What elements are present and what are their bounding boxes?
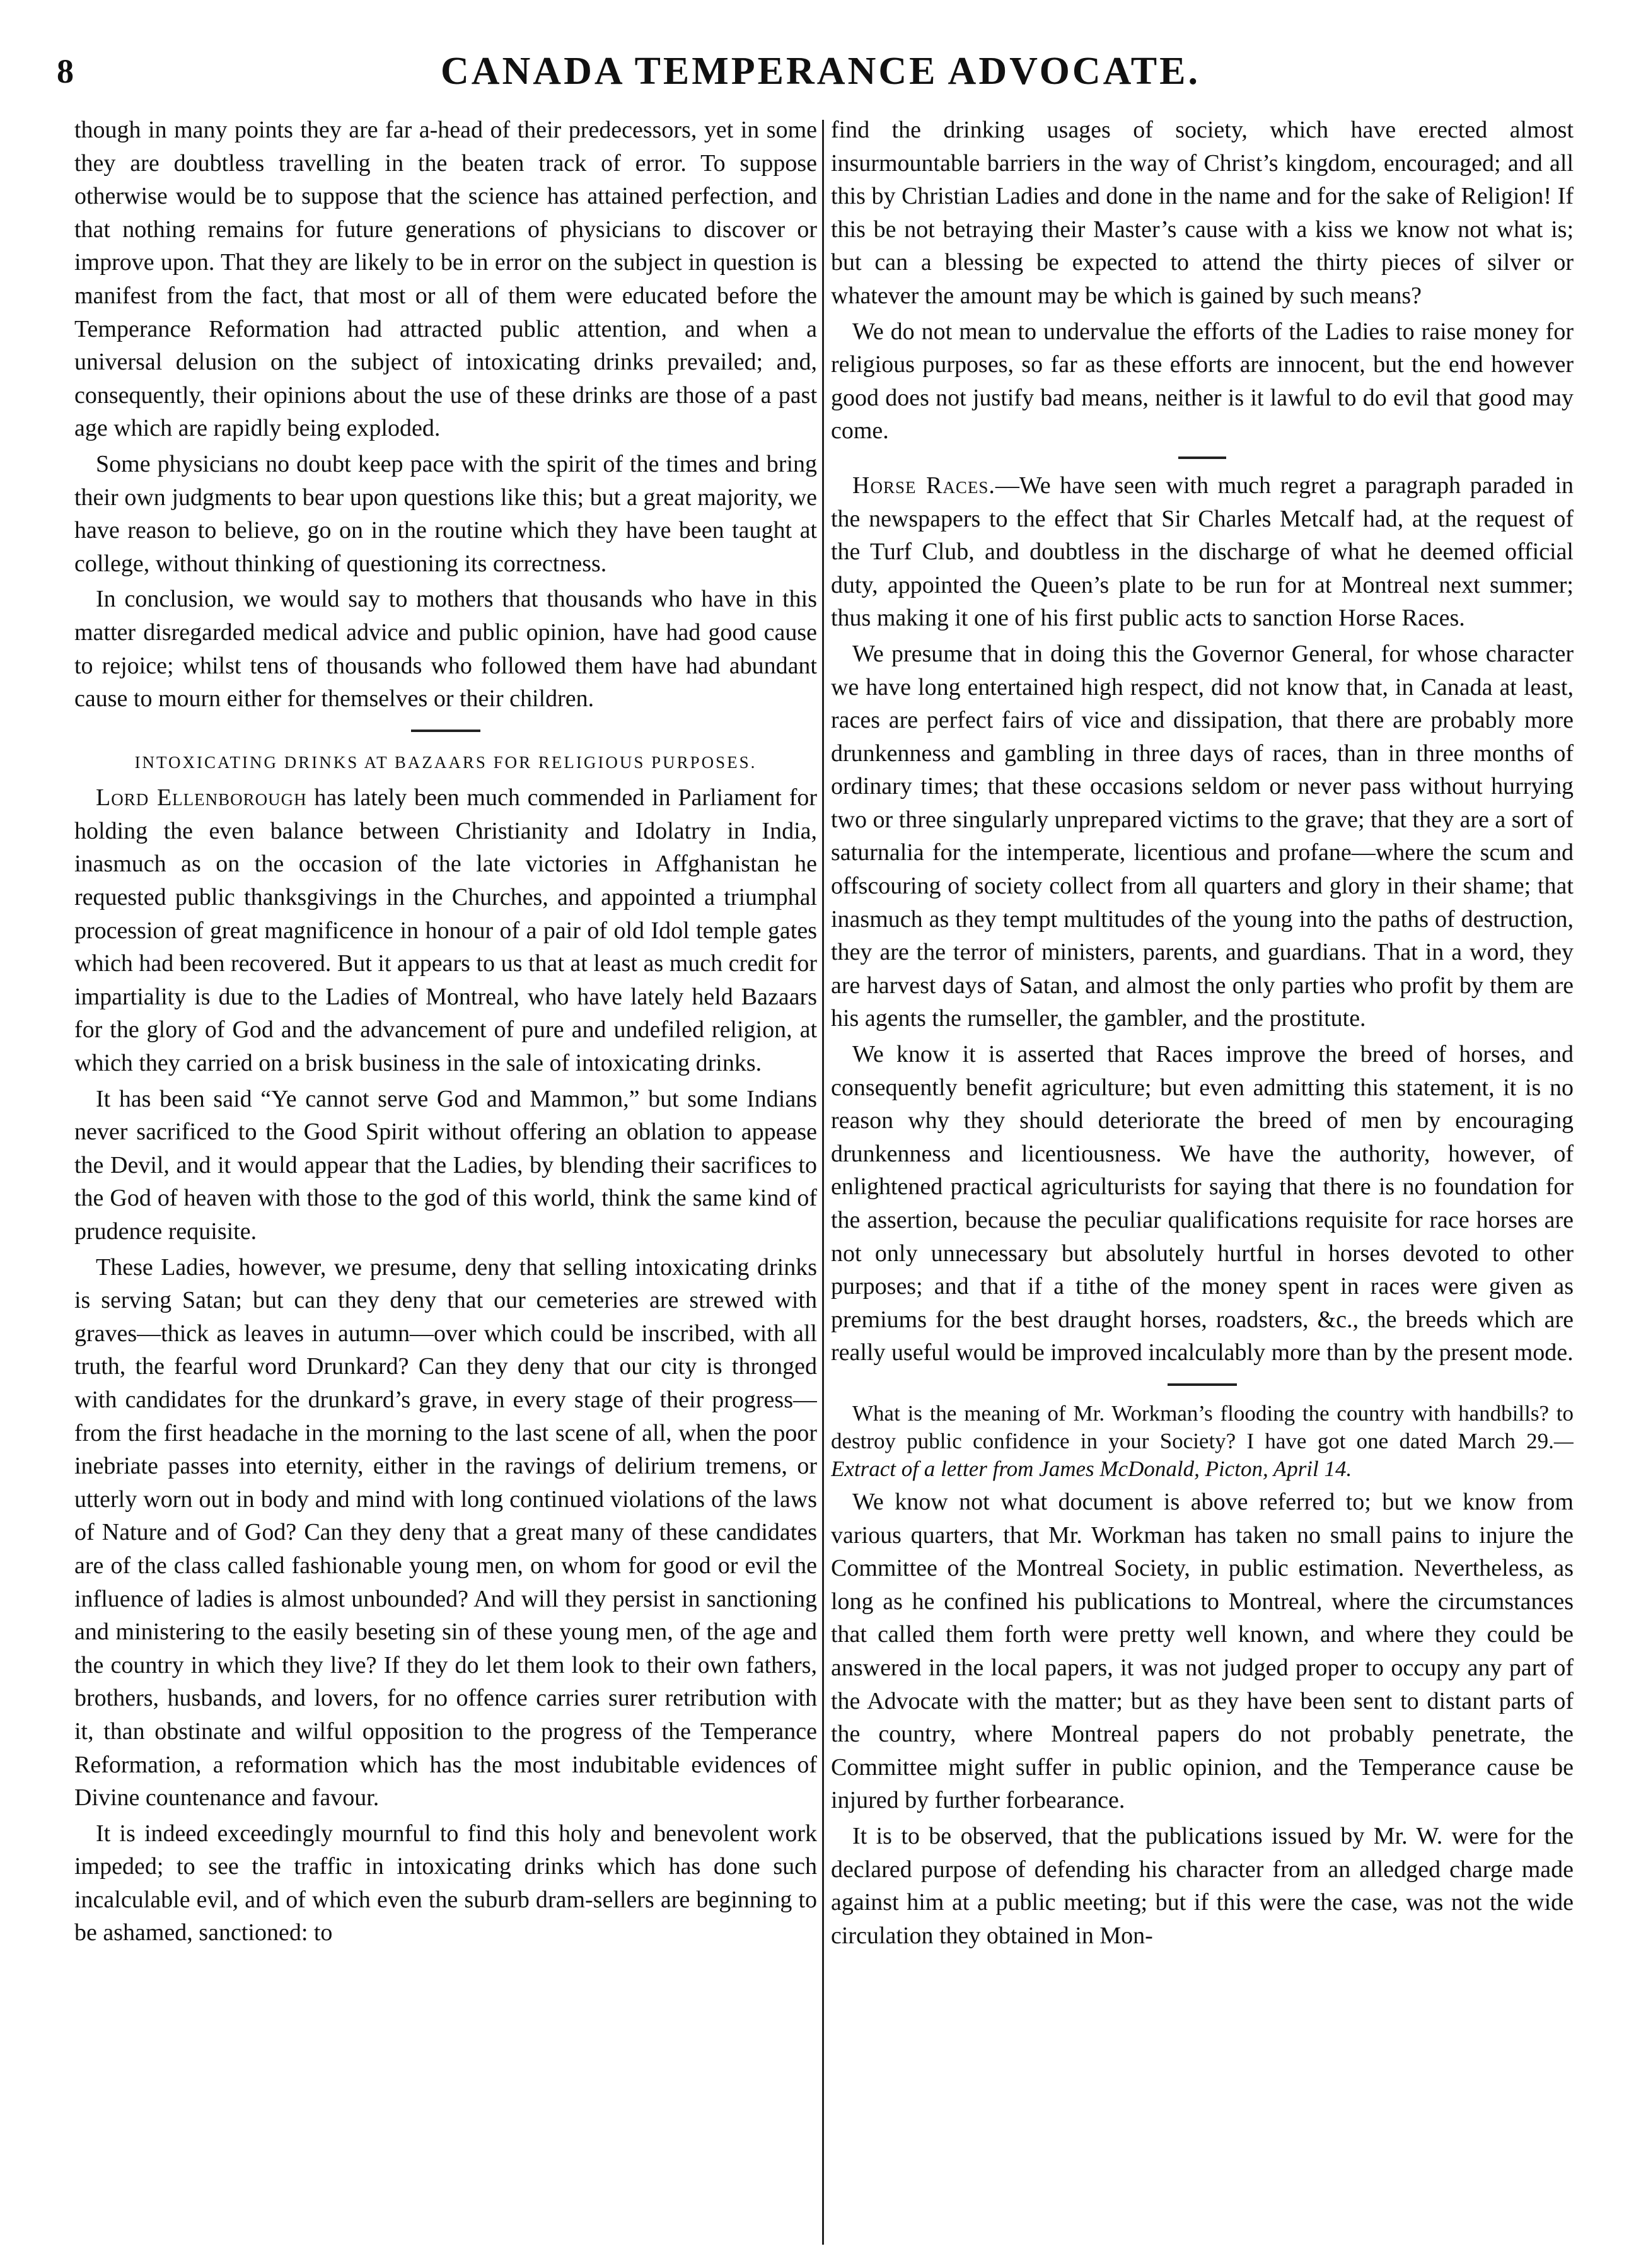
running-title: CANADA TEMPERANCE ADVOCATE. bbox=[440, 50, 1201, 93]
paragraph: We do not mean to undervalue the efforts of the Ladies to raise money for religious purposes, so far as these efforts are innocent, but the end however good does not justify bad means, neither is it lawful to do evil that good may come. bbox=[831, 318, 1574, 445]
page-header bbox=[0, 44, 1641, 107]
paragraph-text: —We have seen with much regret a paragraph paraded in the newspapers to the effect that Sir Charles Metcalf had, at the request of the Turf Club, and doubtless in the discharge of what he deemed official duty, appointed the Queen’s plate to be run for at Montreal next summer; thus making it one of his first public acts to sanction Horse Races. bbox=[831, 472, 1574, 632]
letter-text: What is the meaning of Mr. Workman’s flooding the country with handbills? to destroy public confidence in your Society? I have got one dated March 29. bbox=[831, 1400, 1574, 1453]
section-heading: INTOXICATING DRINKS AT BAZAARS FOR RELIGIOUS PURPOSES. bbox=[134, 752, 757, 772]
paragraph-text: has lately been much commended in Parliament for holding the even balance between Christianity and Idolatry in India, inasmuch as on the occasion of the late victories in Affghanistan he requested public thanksgivings in the Churches, and appointed a triumphal procession of great magnificence in honour of a pair of old Idol temple gates which had been recovered. But it appears to us that at least as much credit for impartiality is due to the Ladies of Montreal, who have lately held Bazaars for the glory of God and the advancement of pure and undefiled religion, at which they carried on a brisk business in the sale of intoxicating drinks. bbox=[74, 784, 817, 1077]
paragraph: It is to be observed, that the publications issued by Mr. W. were for the declared purpose of defending his character from an alledged charge made against him at a public meeting; but if this were the case, was not the wide circulation they obtained in Mon- bbox=[831, 1822, 1574, 1949]
section-separator bbox=[411, 730, 480, 732]
letter-source: —Extract of a letter from James McDonald, Picton, April 14. bbox=[831, 1428, 1574, 1481]
right-column bbox=[831, 113, 1574, 2251]
left-column bbox=[74, 113, 817, 2251]
lead-name: Lord Ellenborough bbox=[96, 784, 307, 811]
section-separator bbox=[1168, 1383, 1237, 1386]
page-number: 8 bbox=[57, 52, 74, 90]
paragraph bbox=[831, 469, 1574, 635]
column-rule bbox=[822, 120, 824, 2245]
paragraph bbox=[74, 781, 817, 1079]
section-lead: Horse Races. bbox=[852, 472, 995, 499]
paragraph: Some physicians no doubt keep pace with the spirit of the times and bring their own judgments to bear upon questions like this; but a great majority, we have reason to believe, go on in the routine which they have been taught at college, without thinking of questioning its correctness. bbox=[74, 450, 817, 577]
paragraph: It has been said “Ye cannot serve God and Mammon,” but some Indians never sacrificed to the Good Spirit without offering an oblation to appease the Devil, and it would appear that the Ladies, by blending their sacrifices to the God of heaven with those to the god of this world, think the same kind of prudence requisite. bbox=[74, 1085, 817, 1245]
paragraph: though in many points they are far a-head of their predecessors, yet in some they are doubtless travelling in the beaten track of error. To suppose otherwise would be to suppose that the science has attained perfection, and that nothing remains for future generations of physicians to discover or improve upon. That they are likely to be in error on the subject in question is manifest from the fact, that most or all of them were educated before the Temperance Reformation had attracted public attention, and when a universal delusion on the subject of intoxicating drinks prevailed; and, consequently, their opinions about the use of these drinks are those of a past age which are rapidly being exploded. bbox=[74, 117, 817, 442]
paragraph: These Ladies, however, we presume, deny that selling intoxicating drinks is serving Satan; but can they deny that our cemeteries are strewed with graves—thick as leaves in autumn—over which could be inscribed, with all truth, the fearful word Drunkard? Can they deny that our city is thronged with candidates for the drunkard’s grave, in every stage of their progress—from the first headache in the morning to the last scene of all, when the poor inebriate passes into eternity, either in the ravings of delirium tremens, or utterly worn out in body and mind with long continued violations of the laws of Nature and of God? Can they deny that a great many of these candidates are of the class called fashionable young men, on whom for good or evil the influence of ladies is almost unbounded? And will they persist in sanctioning and ministering to the easily beseting sin of these young men, of the age and the country in which they live? If they do let them look to their own fathers, brothers, husbands, and lovers, for no offence carries surer retribution with it, than obstinate and wilful opposition to the progress of the Temperance Reformation, a reformation which has the most indubitable evidences of Divine countenance and favour. bbox=[74, 1253, 817, 1811]
paragraph: find the drinking usages of society, which have erected almost insurmountable barriers in the way of Christ’s kingdom, encouraged; and all this by Christian Ladies and done in the name and for the sake of Religion! If this be not betraying their Master’s cause with a kiss we know not what is; but can a blessing be expected to attend the thirty pieces of silver or whatever the amount may be which is gained by such means? bbox=[831, 117, 1574, 309]
paragraph: We know it is asserted that Races improve the breed of horses, and consequently benefit agriculture; but even admitting this statement, it is no reason why they should deteriorate the breed of men by encouraging drunkenness and licentiousness. We have the authority, however, of enlightened practical agriculturists for saying that there is no foundation for the assertion, because the peculiar qualifications requisite for race horses are not only unnecessary but absolutely hurtful in horses devoted to other purposes; and that if a tithe of the money spent in races were given as premiums for the best draught horses, roadsters, &c., the breeds which are really useful would be improved incalculably more than by the present mode. bbox=[831, 1041, 1574, 1366]
section-separator bbox=[1178, 457, 1226, 459]
paragraph: It is indeed exceedingly mournful to find this holy and benevolent work impeded; to see the traffic in intoxicating drinks which has done such incalculable evil, and of which even the suburb dram-sellers are beginning to be ashamed, sanctioned: to bbox=[74, 1820, 817, 1946]
paragraph: In conclusion, we would say to mothers that thousands who have in this matter disregarded medical advice and public opinion, have had good cause to rejoice; whilst tens of thousands who followed them have had abundant cause to mourn either for themselves or their children. bbox=[74, 586, 817, 712]
letter-extract bbox=[831, 1400, 1574, 1483]
paragraph: We know not what document is above referred to; but we know from various quarters, that Mr. Workman has taken no small pains to injure the Committee of the Montreal Society, in public estimation. Nevertheless, as long as he confined his publications to Montreal, where the circumstances that called them forth were pretty well known, and where they could be answered in the local papers, it was not judged proper to occupy any part of the Advocate with the matter; but as they have been sent to distant parts of the country, where Montreal papers do not probably penetrate, the Committee might suffer in public opinion, and the Temperance cause be injured by further forbearance. bbox=[831, 1488, 1574, 1814]
paragraph: We presume that in doing this the Governor General, for whose character we have long entertained high respect, did not know that, in Canada at least, races are perfect fairs of vice and dissipation, that there are probably more drunkenness and gambling in three days of races, than in three months of ordinary times; that these occasions seldom or never pass without hurrying two or three singularly unprepared victims to the grave; that they are a sort of saturnalia for the intemperate, licentious and profane—where the scum and offscouring of society collect from all quarters and glory in their shame; that inasmuch as they tempt multitudes of the young into the paths of destruction, they are the terror of ministers, parents, and guardians. That in a word, they are harvest days of Satan, and almost the only parties who profit by them are his agents the rumseller, the gambler, and the prostitute. bbox=[831, 640, 1574, 1032]
